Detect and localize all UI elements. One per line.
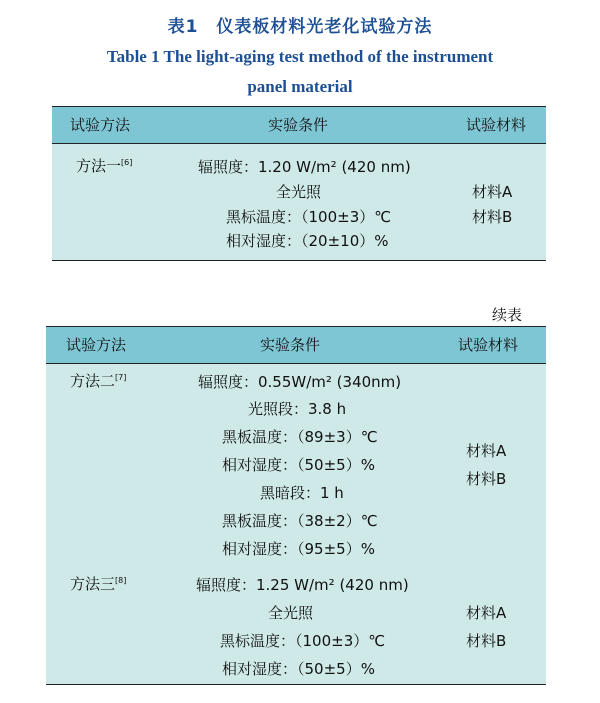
header-method: 试验方法 [70, 116, 131, 134]
condition-1-2: 全光照 [276, 183, 322, 201]
method-3-label: 方法三 [70, 575, 116, 593]
table-1-header [52, 106, 546, 144]
method-2 [70, 370, 126, 391]
condition-3-1: 辐照度：1.25 W/m² (420 nm) [196, 576, 409, 594]
condition-3-3: 黑标温度：（100±3）℃ [220, 632, 386, 650]
condition-2-4: 相对湿度：（50±5）% [222, 456, 375, 474]
material-1-a: 材料A [472, 183, 513, 201]
method-3 [70, 573, 126, 594]
condition-2-6: 黑板温度：（38±2）℃ [222, 512, 378, 530]
material-2-b: 材料B [466, 470, 507, 488]
method-2-label: 方法二 [70, 372, 116, 390]
condition-2-3: 黑板温度：（89±3）℃ [222, 428, 378, 446]
table-1-continued [46, 326, 546, 685]
condition-2-7: 相对湿度：（95±5）% [222, 540, 375, 558]
material-3-b: 材料B [466, 632, 507, 650]
header-conditions: 实验条件 [268, 116, 329, 134]
header-conditions: 实验条件 [260, 336, 321, 354]
condition-1-1: 辐照度：1.20 W/m² (420 nm) [198, 158, 411, 176]
table-caption-en [40, 42, 560, 102]
method-1-label: 方法一 [76, 157, 122, 175]
condition-2-2: 光照段：3.8 h [248, 400, 347, 418]
condition-3-2: 全光照 [268, 604, 314, 622]
condition-2-1: 辐照度：0.55W/m² (340nm) [198, 373, 402, 391]
table-caption-cn: 表1 仪表板材料光老化试验方法 [167, 17, 433, 37]
continued-label: 续表 [491, 306, 522, 324]
caption-en-line2: panel material [247, 77, 353, 96]
header-material: 试验材料 [466, 116, 527, 134]
header-material: 试验材料 [458, 336, 519, 354]
condition-1-3: 黑标温度：（100±3）℃ [226, 208, 392, 226]
material-2-a: 材料A [466, 442, 507, 460]
table-1 [52, 106, 546, 261]
material-3-a: 材料A [466, 604, 507, 622]
condition-1-4: 相对湿度：（20±10）% [226, 232, 389, 250]
method-2-ref: [7] [115, 373, 127, 382]
condition-2-5: 黑暗段：1 h [260, 484, 344, 502]
method-1-ref: [6] [121, 158, 133, 167]
condition-3-4: 相对湿度：（50±5）% [222, 660, 375, 678]
header-method: 试验方法 [66, 336, 127, 354]
material-1-b: 材料B [472, 208, 513, 226]
method-3-ref: [8] [115, 576, 127, 585]
table-2-header [46, 326, 546, 364]
caption-en-line1: Table 1 The light-aging test method of the instrument [106, 47, 494, 66]
method-1 [76, 155, 132, 176]
